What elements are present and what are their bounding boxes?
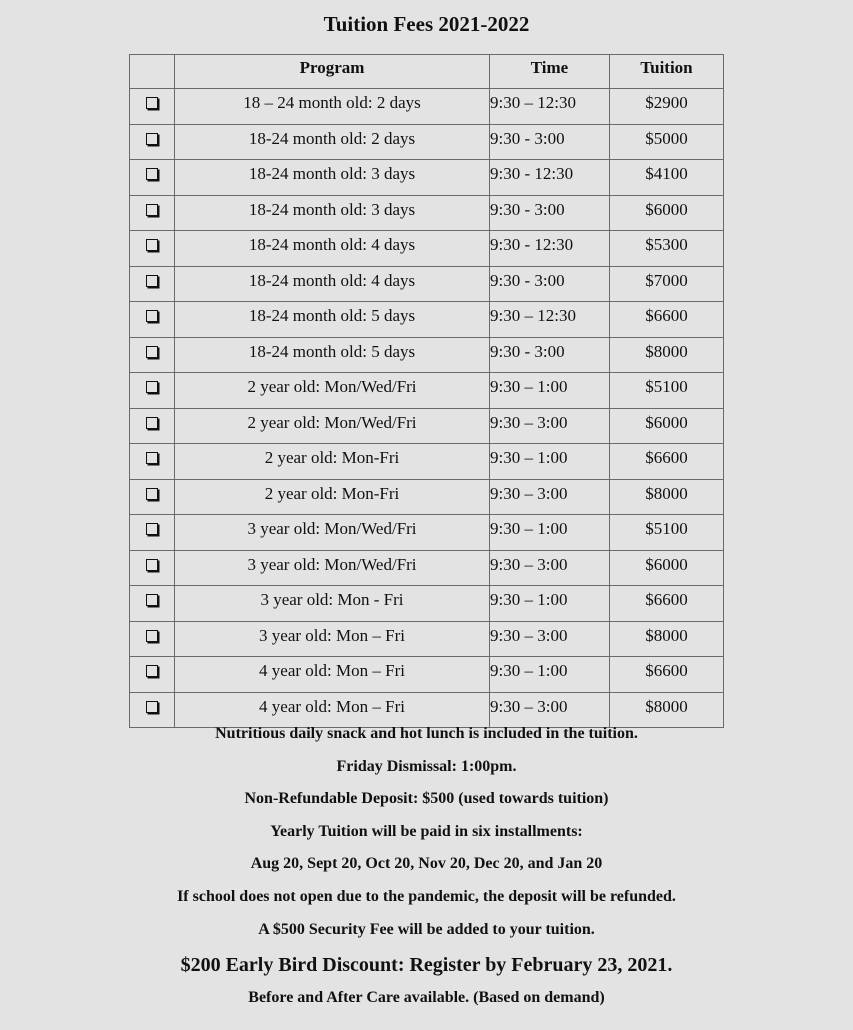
tuition-cell: $5300 bbox=[610, 231, 724, 267]
program-cell: 2 year old: Mon/Wed/Fri bbox=[175, 373, 490, 409]
program-cell: 2 year old: Mon-Fri bbox=[175, 479, 490, 515]
program-cell: 3 year old: Mon/Wed/Fri bbox=[175, 550, 490, 586]
checkbox-cell[interactable] bbox=[130, 550, 175, 586]
program-cell: 18-24 month old: 4 days bbox=[175, 266, 490, 302]
time-cell: 9:30 - 12:30 bbox=[490, 231, 610, 267]
table-row bbox=[130, 586, 724, 622]
time-cell: 9:30 - 3:00 bbox=[490, 195, 610, 231]
time-cell: 9:30 – 3:00 bbox=[490, 408, 610, 444]
table-header-row bbox=[130, 55, 724, 89]
checkbox-cell[interactable] bbox=[130, 515, 175, 551]
time-cell: 9:30 – 12:30 bbox=[490, 302, 610, 338]
checkbox-cell[interactable] bbox=[130, 124, 175, 160]
checkbox-icon[interactable] bbox=[146, 97, 158, 109]
program-cell: 3 year old: Mon - Fri bbox=[175, 586, 490, 622]
program-cell: 18-24 month old: 5 days bbox=[175, 337, 490, 373]
time-cell: 9:30 – 1:00 bbox=[490, 515, 610, 551]
checkbox-icon[interactable] bbox=[146, 133, 158, 145]
checkbox-icon[interactable] bbox=[146, 239, 158, 251]
program-cell: 2 year old: Mon/Wed/Fri bbox=[175, 408, 490, 444]
table-row bbox=[130, 124, 724, 160]
tuition-cell: $6000 bbox=[610, 550, 724, 586]
table-row bbox=[130, 373, 724, 409]
time-cell: 9:30 – 1:00 bbox=[490, 444, 610, 480]
table-row bbox=[130, 266, 724, 302]
header-program: Program bbox=[175, 55, 490, 89]
table-row bbox=[130, 657, 724, 693]
document-title: Tuition Fees 2021-2022 bbox=[323, 12, 530, 36]
checkbox-icon[interactable] bbox=[146, 275, 158, 287]
note-security-fee: A $500 Security Fee will be added to your tuition. bbox=[258, 920, 595, 938]
time-cell: 9:30 - 3:00 bbox=[490, 337, 610, 373]
checkbox-cell[interactable] bbox=[130, 408, 175, 444]
checkbox-icon[interactable] bbox=[146, 488, 158, 500]
table-row bbox=[130, 160, 724, 196]
table-row bbox=[130, 515, 724, 551]
checkbox-cell[interactable] bbox=[130, 373, 175, 409]
checkbox-icon[interactable] bbox=[146, 630, 158, 642]
time-cell: 9:30 – 1:00 bbox=[490, 586, 610, 622]
checkbox-icon[interactable] bbox=[146, 701, 158, 713]
tuition-cell: $8000 bbox=[610, 337, 724, 373]
checkbox-cell[interactable] bbox=[130, 302, 175, 338]
checkbox-cell[interactable] bbox=[130, 195, 175, 231]
checkbox-cell[interactable] bbox=[130, 160, 175, 196]
program-cell: 18-24 month old: 3 days bbox=[175, 160, 490, 196]
header-check bbox=[130, 55, 175, 89]
program-cell: 18-24 month old: 3 days bbox=[175, 195, 490, 231]
time-cell: 9:30 - 3:00 bbox=[490, 266, 610, 302]
checkbox-icon[interactable] bbox=[146, 381, 158, 393]
program-cell: 4 year old: Mon – Fri bbox=[175, 692, 490, 728]
time-cell: 9:30 - 12:30 bbox=[490, 160, 610, 196]
tuition-cell: $6600 bbox=[610, 657, 724, 693]
checkbox-icon[interactable] bbox=[146, 523, 158, 535]
time-cell: 9:30 – 12:30 bbox=[490, 89, 610, 125]
checkbox-cell[interactable] bbox=[130, 337, 175, 373]
tuition-cell: $6000 bbox=[610, 195, 724, 231]
time-cell: 9:30 – 1:00 bbox=[490, 657, 610, 693]
table-row bbox=[130, 302, 724, 338]
checkbox-icon[interactable] bbox=[146, 346, 158, 358]
tuition-cell: $2900 bbox=[610, 89, 724, 125]
checkbox-cell[interactable] bbox=[130, 444, 175, 480]
time-cell: 9:30 - 3:00 bbox=[490, 124, 610, 160]
tuition-table bbox=[129, 54, 724, 728]
table-row bbox=[130, 89, 724, 125]
checkbox-cell[interactable] bbox=[130, 266, 175, 302]
checkbox-icon[interactable] bbox=[146, 665, 158, 677]
table-row bbox=[130, 195, 724, 231]
table-row bbox=[130, 231, 724, 267]
checkbox-icon[interactable] bbox=[146, 204, 158, 216]
tuition-cell: $8000 bbox=[610, 621, 724, 657]
time-cell: 9:30 – 1:00 bbox=[490, 373, 610, 409]
note-before-after-care: Before and After Care available. (Based on demand) bbox=[248, 989, 605, 1007]
time-cell: 9:30 – 3:00 bbox=[490, 479, 610, 515]
tuition-cell: $8000 bbox=[610, 692, 724, 728]
checkbox-icon[interactable] bbox=[146, 559, 158, 571]
header-time: Time bbox=[490, 55, 610, 89]
program-cell: 3 year old: Mon – Fri bbox=[175, 621, 490, 657]
program-cell: 3 year old: Mon/Wed/Fri bbox=[175, 515, 490, 551]
checkbox-icon[interactable] bbox=[146, 168, 158, 180]
note-lunch: Nutritious daily snack and hot lunch is included in the tuition. bbox=[215, 725, 638, 742]
tuition-cell: $5000 bbox=[610, 124, 724, 160]
checkbox-icon[interactable] bbox=[146, 417, 158, 429]
program-cell: 18-24 month old: 5 days bbox=[175, 302, 490, 338]
checkbox-cell[interactable] bbox=[130, 657, 175, 693]
tuition-cell: $6600 bbox=[610, 586, 724, 622]
notes-section bbox=[0, 723, 853, 1020]
note-early-bird: $200 Early Bird Discount: Register by February 23, 2021. bbox=[180, 954, 673, 977]
tuition-cell: $7000 bbox=[610, 266, 724, 302]
note-pandemic-refund: If school does not open due to the pandemic, the deposit will be refunded. bbox=[177, 887, 676, 905]
time-cell: 9:30 – 3:00 bbox=[490, 621, 610, 657]
program-cell: 4 year old: Mon – Fri bbox=[175, 657, 490, 693]
table-row bbox=[130, 621, 724, 657]
time-cell: 9:30 – 3:00 bbox=[490, 550, 610, 586]
tuition-cell: $4100 bbox=[610, 160, 724, 196]
header-tuition: Tuition bbox=[610, 55, 724, 89]
checkbox-cell[interactable] bbox=[130, 231, 175, 267]
tuition-cell: $6600 bbox=[610, 302, 724, 338]
time-cell: 9:30 – 3:00 bbox=[490, 692, 610, 728]
tuition-cell: $8000 bbox=[610, 479, 724, 515]
note-installment-dates: Aug 20, Sept 20, Oct 20, Nov 20, Dec 20, and Jan 20 bbox=[250, 855, 603, 873]
table-row bbox=[130, 337, 724, 373]
program-cell: 18-24 month old: 2 days bbox=[175, 124, 490, 160]
tuition-cell: $6600 bbox=[610, 444, 724, 480]
program-cell: 18 – 24 month old: 2 days bbox=[175, 89, 490, 125]
note-deposit: Non-Refundable Deposit: $500 (used towards tuition) bbox=[244, 790, 609, 808]
table-row bbox=[130, 479, 724, 515]
note-friday-dismissal: Friday Dismissal: 1:00pm. bbox=[336, 757, 517, 775]
tuition-cell: $5100 bbox=[610, 515, 724, 551]
checkbox-cell[interactable] bbox=[130, 621, 175, 657]
tuition-cell: $6000 bbox=[610, 408, 724, 444]
checkbox-cell[interactable] bbox=[130, 586, 175, 622]
checkbox-cell[interactable] bbox=[130, 89, 175, 125]
checkbox-cell[interactable] bbox=[130, 479, 175, 515]
table-row bbox=[130, 408, 724, 444]
note-installments: Yearly Tuition will be paid in six installments: bbox=[270, 822, 583, 840]
tuition-cell: $5100 bbox=[610, 373, 724, 409]
program-cell: 2 year old: Mon-Fri bbox=[175, 444, 490, 480]
table-row bbox=[130, 444, 724, 480]
checkbox-icon[interactable] bbox=[146, 310, 158, 322]
table-row bbox=[130, 550, 724, 586]
checkbox-icon[interactable] bbox=[146, 452, 158, 464]
checkbox-icon[interactable] bbox=[146, 594, 158, 606]
program-cell: 18-24 month old: 4 days bbox=[175, 231, 490, 267]
